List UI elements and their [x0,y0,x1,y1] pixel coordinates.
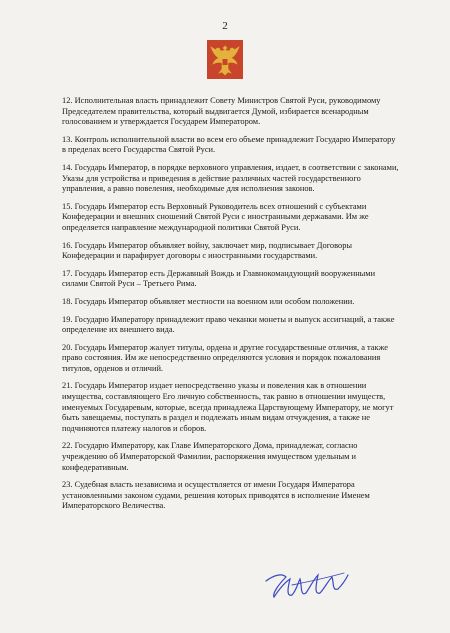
paragraph-19: 19. Государю Императору принадлежит право чеканки монеты и выпуск ассигнаций, а также определение их внешнего вида. [62,314,395,335]
paragraph-18: 18. Государь Император объявляет местности на военном или особом положении. [62,296,355,306]
paragraph-16: 16. Государь Император объявляет войну, заключает мир, подписывает Договоры Конфедерации и парафирует договоры с иностранными государствами. [62,240,353,261]
paragraph-15: 15. Государь Император есть Верховный Руководитель всех отношений с субъектами Конфедерации и внешних сношений Святой Руси с иностранными державами. Им же определяется направление международной политики Святой Руси. [62,201,369,232]
document-body [62,96,400,519]
paragraph-12: 12. Исполнительная власть принадлежит Совету Министров Святой Руси, руководимому Председателем правительства, который выдвигается Думой, избирается всенародным голосованием и утверждается Государем Императором. [62,96,381,127]
paragraph-14: 14. Государь Император, в порядке верховного управления, издает, в соответствии с законами, Указы для устройства и приведения в действие различных частей государственного управления, а равно повеления, необходимые для исполнения законов. [62,162,399,194]
paragraph-13: 13. Контроль исполнительной власти во всем его объеме принадлежит Государю Императору в пределах всего Государства Святой Руси. [62,134,396,155]
handwritten-signature-icon [262,567,352,607]
paragraph-17: 17. Государь Император есть Державный Вождь и Главнокомандующий вооруженными силами Святой Руси – Третьего Рима. [62,268,376,289]
paragraph-22: 22. Государю Императору, как Главе Императорского Дома, принадлежат, согласно учреждению об Императорской Фамилии, распоряжения имуществом удельным и конфедеративным. [62,441,358,472]
page-number: 2 [222,20,228,32]
double-headed-eagle-icon [207,40,243,79]
paragraph-20: 20. Государь Император жалует титулы, ордена и другие государственные отличия, а также право состояния. Им же непосредственно определяются условия и порядок пожалования титулов, орденов и отличий. [62,342,388,373]
paragraph-21: 21. Государь Император издает непосредственно указы и повеления как в отношении имущества, составляющего Его личную собственность, так равно в отношении имуществ, именуемых Государевым, которые, всегда принадлежа Царствующему Императору, не могут быть завещаемы, поступать в раздел и подлежать иным видам отчуждения, а также не подчиняются платежу налогов и сборов. [62,381,394,433]
paragraph-23: 23. Судебная власть независима и осуществляется от имени Государя Императора установленными законом судами, решения которых приводятся в исполнение Именем Императорского Величества. [62,480,370,511]
